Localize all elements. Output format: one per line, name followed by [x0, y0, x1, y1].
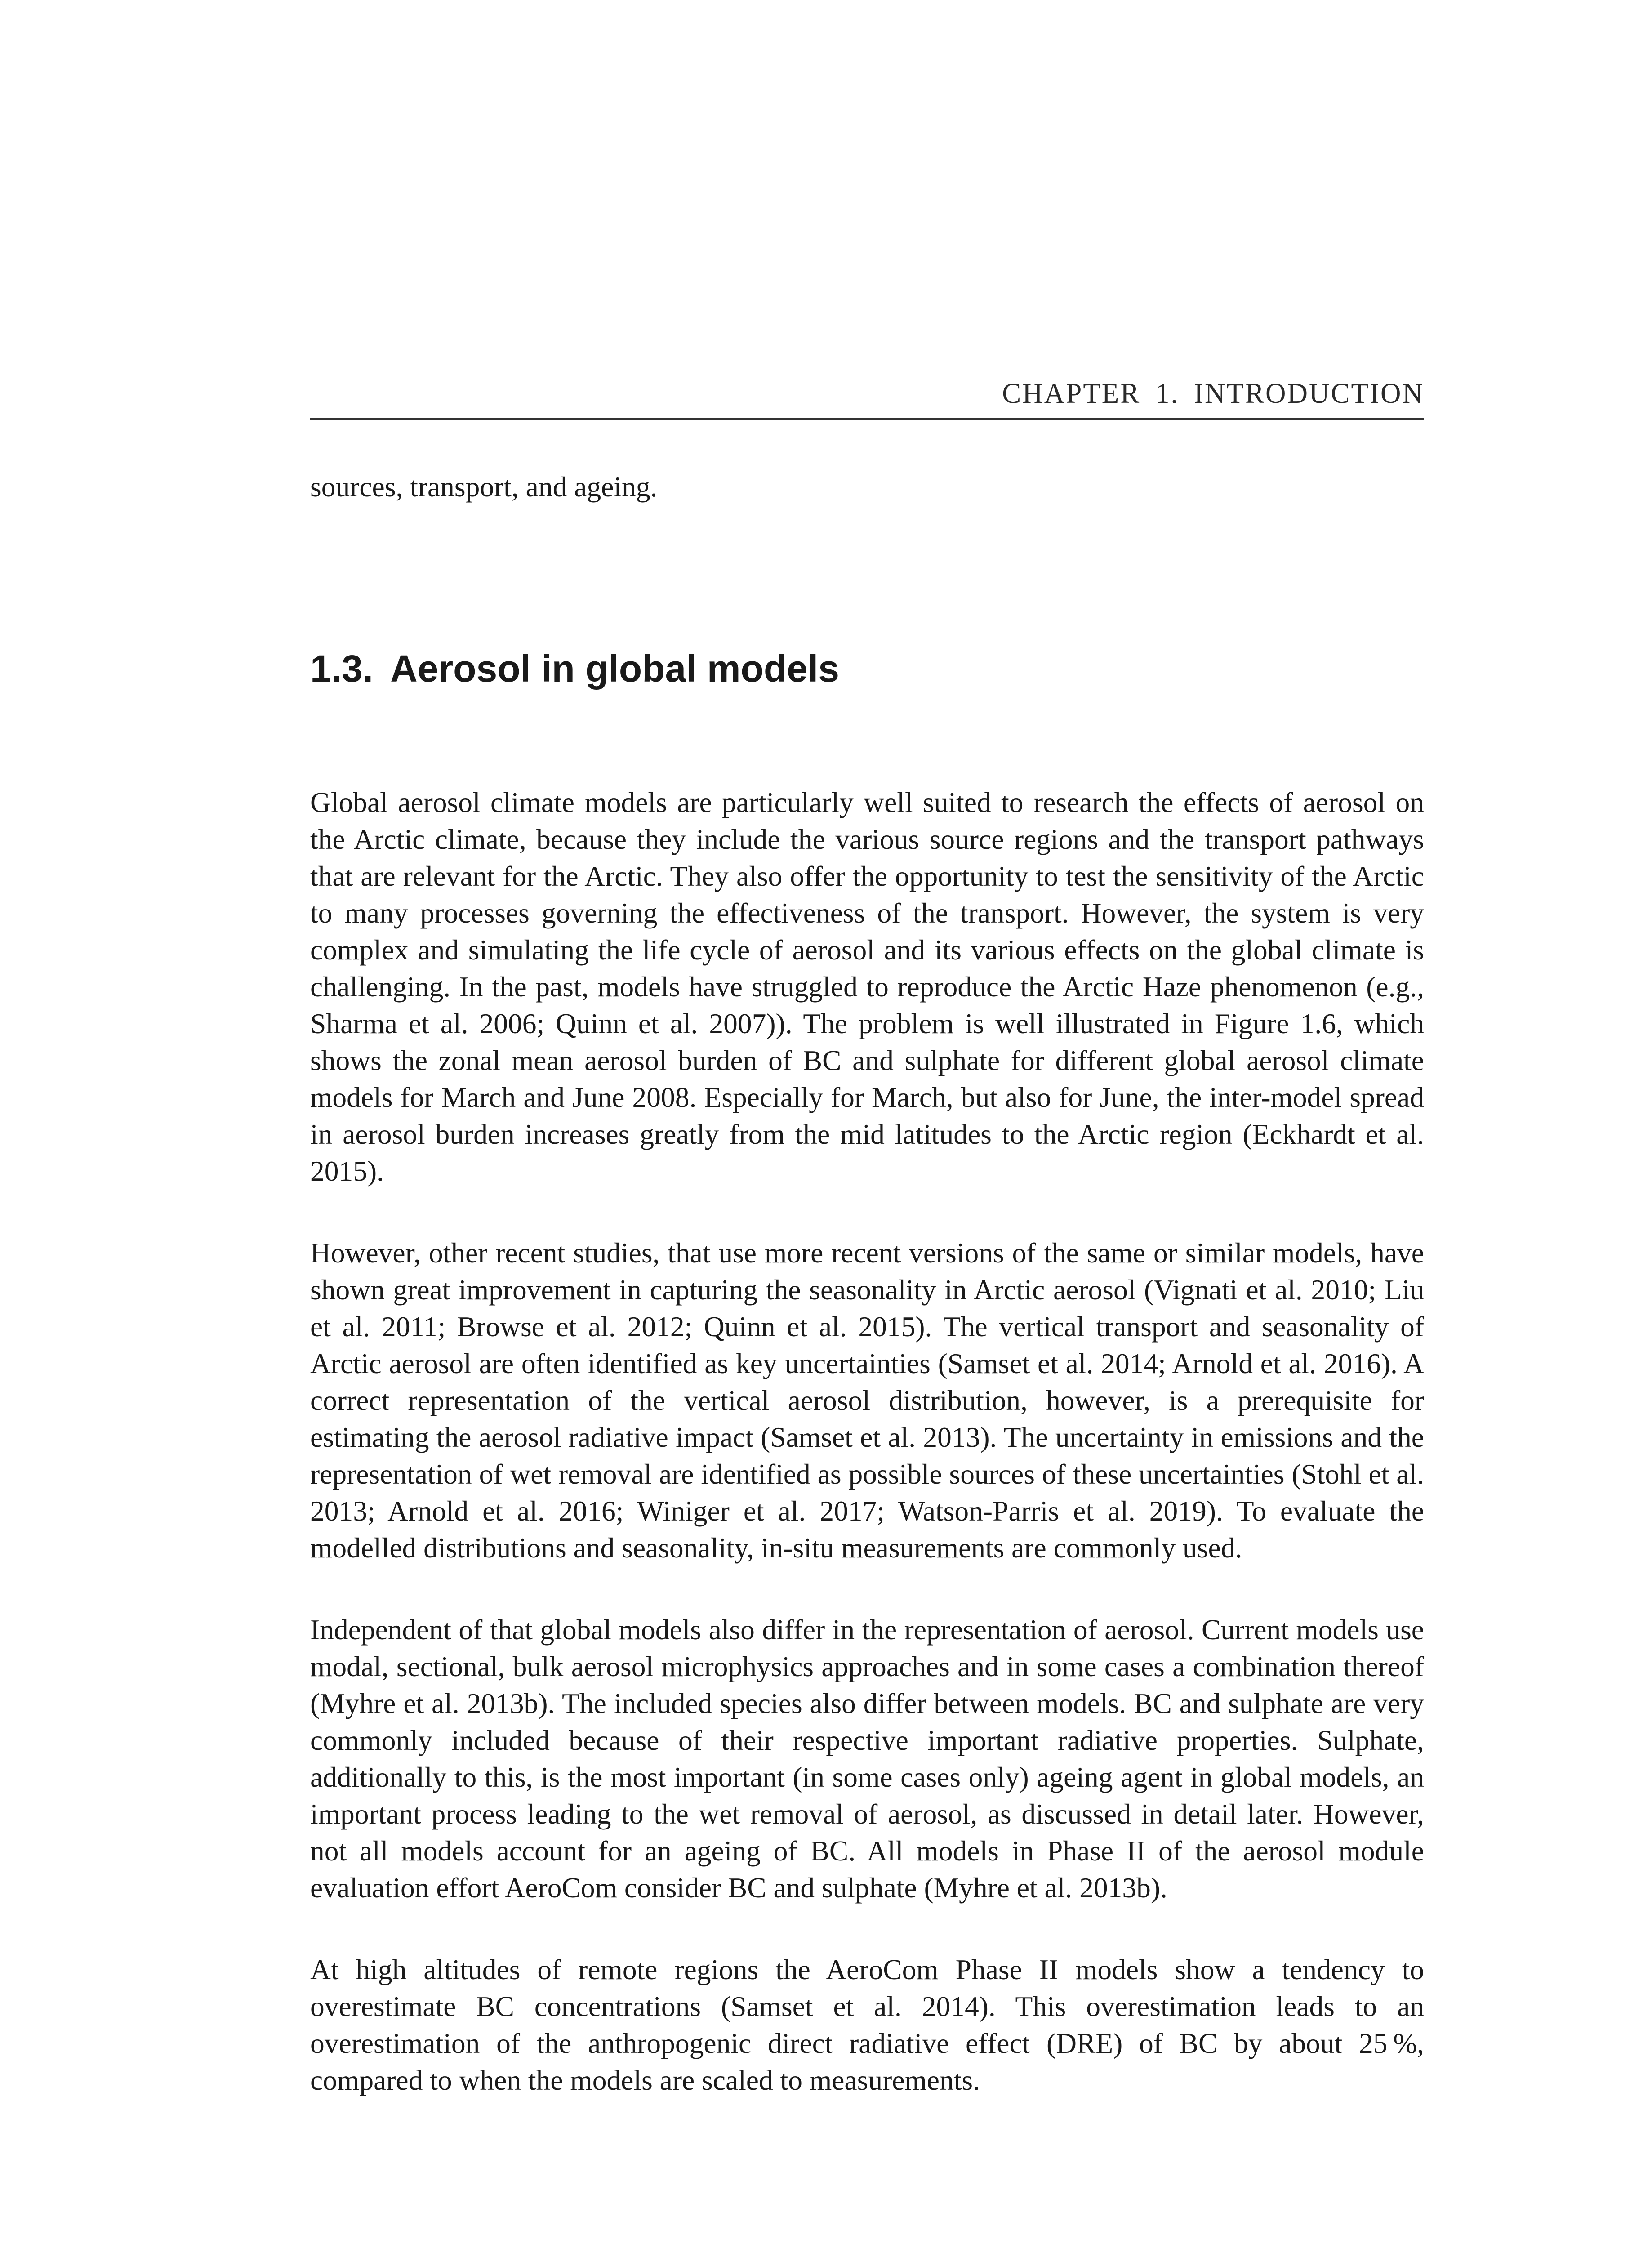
- running-header: CHAPTER 1. INTRODUCTION: [310, 369, 1424, 420]
- section-heading: [310, 644, 1424, 693]
- paragraph-2: However, other recent studies, that use more recent versions of the same or similar models, have shown great improvement in capturing the seasonality in Arctic aerosol (Vignati et al. 2010; Liu et al. 2011; Browse et al. 2012; Quinn et al. 2015). The vertical transport and seasonality of Arctic aerosol are often identified as key uncertainties (Samset et al. 2014; Arnold et al. 2016). A correct representation of the vertical aerosol distribution, however, is a prerequisite for estimating the aerosol radiative impact (Samset et al. 2013). The uncertainty in emissions and the representation of wet removal are identified as possible sources of these uncertainties (Stohl et al. 2013; Arnold et al. 2016; Winiger et al. 2017; Watson-Parris et al. 2019). To evaluate the modelled distributions and seasonality, in-situ measurements are commonly used.: [310, 1237, 1424, 1564]
- paragraph-1: Global aerosol climate models are particularly well suited to research the effects of aerosol on the Arctic climate, because they include the various source regions and the transport pathways that are relevant for the Arctic. They also offer the opportunity to test the sensitivity of the Arctic to many processes governing the effectiveness of the transport. However, the system is very complex and simulating the life cycle of aerosol and its various effects on the global climate is challenging. In the past, models have struggled to reproduce the Arctic Haze phenomenon (e.g., Sharma et al. 2006; Quinn et al. 2007)). The problem is well illustrated in Figure 1.6, which shows the zonal mean aerosol burden of BC and sulphate for different global aerosol climate models for March and June 2008. Especially for March, but also for June, the inter-model spread in aerosol burden increases greatly from the mid latitudes to the Arctic region (Eckhardt et al. 2015).: [310, 786, 1424, 1187]
- section-number: 1.3.: [310, 647, 374, 690]
- paragraph-3: Independent of that global models also differ in the representation of aerosol. Current models use modal, sectional, bulk aerosol microphysics approaches and in some cases a combination thereof (Myhre et al. 2013b). The included species also differ between models. BC and sulphate are very commonly included because of their respective important radiative properties. Sulphate, additionally to this, is the most important (in some cases only) ageing agent in global models, an important process leading to the wet removal of aerosol, as discussed in detail later. However, not all models account for an ageing of BC. All models in Phase II of the aerosol module evaluation effort AeroCom consider BC and sulphate (Myhre et al. 2013b).: [310, 1614, 1424, 1904]
- lead-line: sources, transport, and ageing.: [310, 471, 658, 503]
- section-body: [310, 784, 1424, 2099]
- section-title: Aerosol in global models: [390, 647, 839, 690]
- paragraph-4: At high altitudes of remote regions the AeroCom Phase II models show a tendency to overestimate BC concentrations (Samset et al. 2014). This overestimation leads to an overestimation of the anthropogenic direct radiative effect (DRE) of BC by about 25 %, compared to when the models are scaled to measurements.: [310, 1954, 1424, 2096]
- page-content: [310, 468, 1424, 2099]
